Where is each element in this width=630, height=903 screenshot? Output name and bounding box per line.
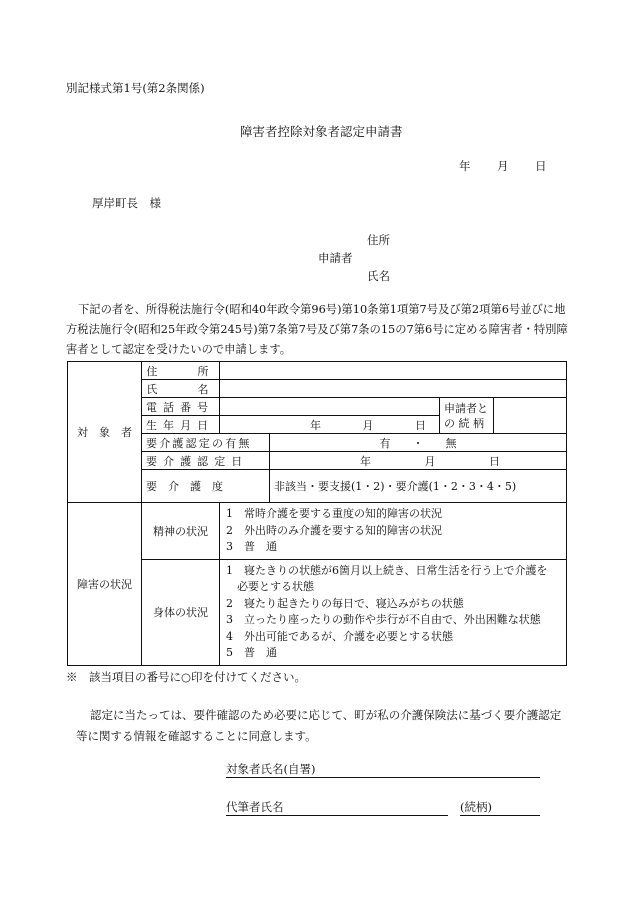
physical-item[interactable]: 3 立ったり座ったりの動作や歩行が不自由で、外出困難な状態 bbox=[226, 613, 541, 626]
name-field[interactable] bbox=[220, 380, 567, 398]
care-date-field[interactable] bbox=[270, 452, 567, 470]
mental-options[interactable] bbox=[220, 503, 567, 560]
birth-day: 日 bbox=[415, 418, 426, 432]
addressee: 厚岸町長 様 bbox=[92, 196, 161, 210]
subject-signature-line[interactable] bbox=[226, 761, 540, 778]
intro-line: 害者として認定を受けたいので申請します。 bbox=[66, 343, 292, 356]
date-year-label: 年 bbox=[459, 159, 471, 173]
name-label: 氏 名 bbox=[142, 380, 220, 398]
consent-paragraph bbox=[66, 705, 566, 747]
date-month-label: 月 bbox=[497, 159, 509, 173]
proxy-relation-line[interactable] bbox=[460, 799, 540, 816]
phone-field[interactable] bbox=[220, 398, 440, 416]
birth-year: 年 bbox=[310, 418, 321, 432]
subject-header: 対 象 者 bbox=[68, 362, 142, 503]
subject-signature-label: 対象者氏名(自署) bbox=[226, 761, 540, 778]
care-date-month: 月 bbox=[424, 454, 436, 468]
care-level-value[interactable]: 非該当・要支援(1・2)・要介護(1・2・3・4・5) bbox=[270, 470, 567, 503]
intro-line: 下記の者を、所得税法施行令(昭和40年政令第96号)第10条第1項第7号及び第2項第6号並びに地 bbox=[78, 303, 566, 316]
form-title: 障害者控除対象者認定申請書 bbox=[240, 124, 403, 139]
address-field[interactable] bbox=[220, 362, 567, 380]
relation-label-line-1: 申請者と bbox=[444, 401, 488, 415]
proxy-name-label: 代筆者氏名 bbox=[226, 799, 448, 816]
care-level-label: 要 介 護 度 bbox=[142, 470, 270, 503]
birth-label: 生年月日 bbox=[142, 416, 220, 434]
address-label: 住 所 bbox=[142, 362, 220, 380]
proxy-signature-line[interactable] bbox=[226, 799, 448, 816]
mental-item[interactable]: 2 外出時のみ介護を要する知的障害の状況 bbox=[226, 523, 442, 537]
physical-item[interactable]: 1 寝たきりの状態が6箇月以上続き、日常生活を行う上で介護を bbox=[226, 563, 548, 577]
care-cert-value[interactable]: 有 ・ 無 bbox=[270, 434, 567, 452]
form-number-label: 別記様式第1号(第2条関係) bbox=[66, 81, 205, 95]
care-date-day: 日 bbox=[489, 454, 500, 468]
physical-item[interactable]: 4 外出可能であるが、介護を必要とする状態 bbox=[226, 629, 453, 643]
physical-item[interactable]: 5 普 通 bbox=[226, 646, 277, 659]
note: ※ 該当項目の番号に○印を付けてください。 bbox=[66, 670, 307, 684]
consent-line: 等に関する情報を確認することに同意します。 bbox=[76, 729, 317, 743]
applicant-label: 申請者 bbox=[318, 251, 353, 265]
proxy-relation-label: (続柄) bbox=[460, 799, 540, 816]
intro-paragraph bbox=[66, 300, 566, 360]
physical-label: 身体の状況 bbox=[142, 559, 220, 665]
relation-label bbox=[440, 398, 494, 434]
subject-table bbox=[67, 361, 567, 666]
relation-field[interactable] bbox=[494, 398, 567, 434]
mental-item[interactable]: 3 普 通 bbox=[226, 540, 277, 553]
applicant-name-label: 氏名 bbox=[367, 269, 390, 283]
consent-line: 認定に当たっては、要件確認のため必要に応じて、町が私の介護保険法に基づく要介護認定 bbox=[90, 708, 562, 722]
applicant-address-label: 住所 bbox=[367, 233, 390, 247]
physical-item[interactable]: 2 寝たり起きたりの毎日で、寝込みがちの状態 bbox=[226, 596, 464, 610]
birth-month: 月 bbox=[362, 418, 374, 432]
care-date-year: 年 bbox=[360, 454, 371, 468]
care-date-label: 要介護認定日 bbox=[142, 452, 270, 470]
mental-item[interactable]: 1 常時介護を要する重度の知的障害の状況 bbox=[226, 507, 442, 520]
physical-options[interactable] bbox=[220, 559, 567, 665]
physical-item[interactable]: 必要とする状態 bbox=[226, 580, 314, 593]
birth-field[interactable] bbox=[220, 416, 440, 434]
mental-label: 精神の状況 bbox=[142, 503, 220, 560]
disability-header: 障害の状況 bbox=[68, 503, 142, 666]
date-day-label: 日 bbox=[535, 159, 547, 173]
care-cert-label: 要介護認定の有無 bbox=[142, 434, 270, 452]
relation-label-line-2: の 続 柄 bbox=[444, 416, 484, 430]
intro-line: 方税法施行令(昭和25年政令第245号)第7条第7号及び第7条の15の7第6号に定める障害者・特別障 bbox=[66, 323, 568, 336]
phone-label: 電話番号 bbox=[142, 398, 220, 416]
